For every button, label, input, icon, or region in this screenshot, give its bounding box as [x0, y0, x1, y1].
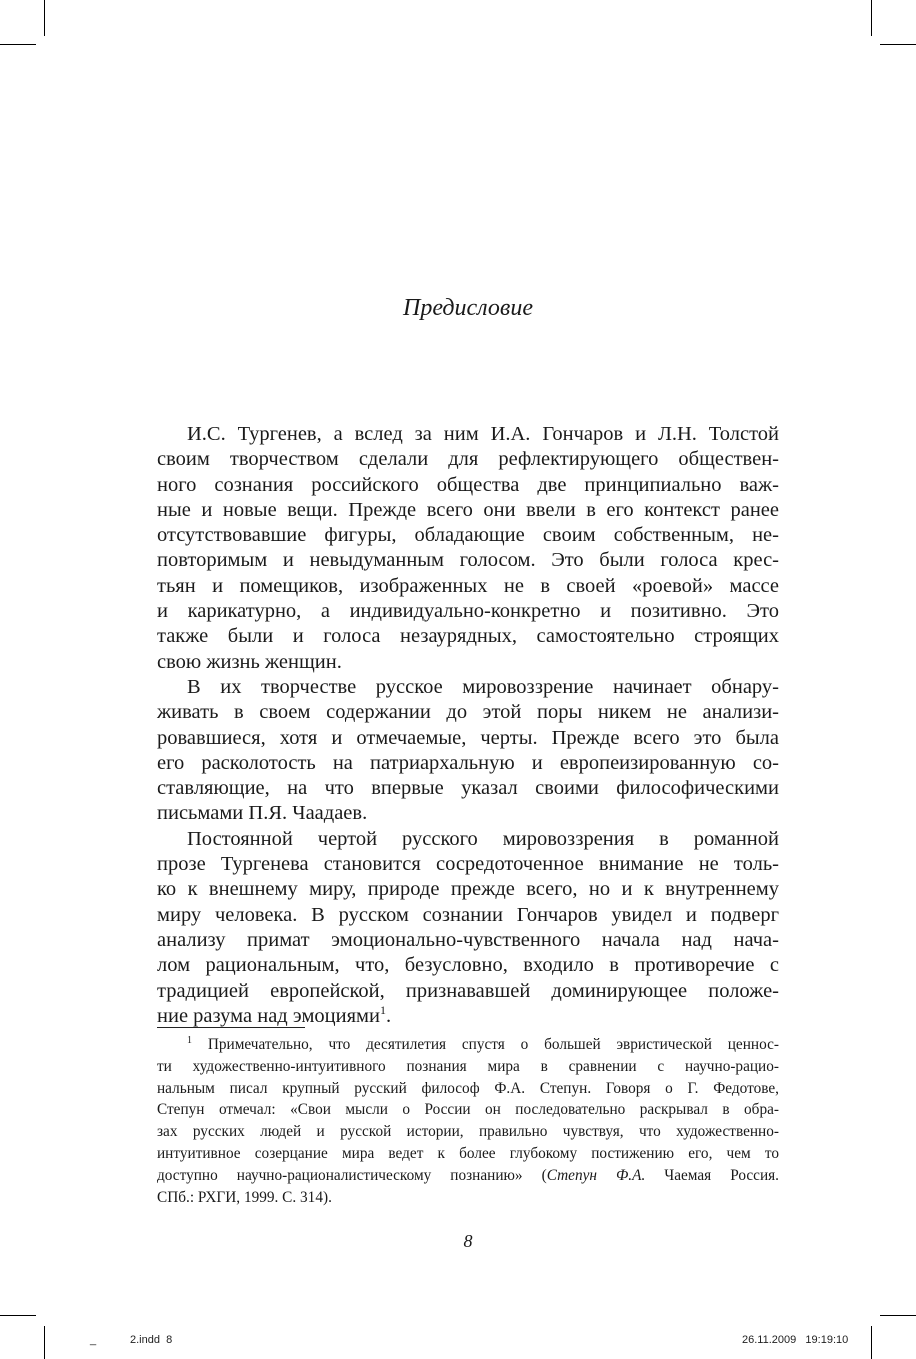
footnote-line-text: доступно научно-рационалистическому познанию» (: [157, 1166, 547, 1184]
text-line: лом рациональным, что, безусловно, входило в противоречие с: [157, 954, 779, 977]
text-line: живать в своем содержании до этой поры никем не анализи-: [157, 701, 779, 724]
footnote-reference[interactable]: 1: [380, 1002, 386, 1017]
crop-mark: [880, 44, 916, 45]
footnote-line: Степун отмечал: «Свои мысли о России он последовательно раскрывал в обра-: [157, 1101, 779, 1119]
crop-mark: [0, 44, 36, 45]
citation-author: Степун Ф.А.: [546, 1166, 646, 1184]
text-line: [157, 1004, 779, 1029]
text-line: анализу примат эмоционально-чувственного начала над нача-: [157, 928, 779, 951]
text-line: ровавшиеся, хотя и отмечаемые, черты. Прежде всего это была: [157, 726, 779, 749]
footnote-divider: [157, 1027, 305, 1028]
text-line: миру человека. В русском сознании Гончаров увидел и подверг: [157, 903, 779, 926]
text-line: ные и новые вещи. Прежде всего они ввели в его контекст ранее: [157, 498, 779, 521]
text-line-content: ние разума над эмоциями: [157, 1004, 380, 1027]
footnote-line: [157, 1034, 779, 1056]
slug-filename: 2.indd: [130, 1334, 160, 1346]
text-line: И.С. Тургенев, а вслед за ним И.А. Гончаров и Л.Н. Толстой: [187, 423, 779, 445]
text-line: своим творчеством сделали для рефлектирующего обществен-: [157, 448, 779, 471]
crop-mark: [44, 1326, 45, 1359]
slug-page: 8: [166, 1334, 173, 1346]
text-line: ко к внешнему миру, природе прежде всего, но и к внутреннему: [157, 878, 779, 901]
footnote-line: [157, 1165, 779, 1187]
body-text: [157, 422, 779, 1029]
crop-mark: [871, 1326, 872, 1359]
text-line: отсутствовавшие фигуры, обладающие своим собственным, не-: [157, 524, 779, 547]
slug-file: [130, 1333, 172, 1347]
crop-mark: [880, 1315, 916, 1316]
text-line: ного сознания российского общества две принципиально важ-: [157, 473, 779, 496]
footnote-line: нальным писал крупный русский философ Ф.А. Степун. Говоря о Г. Федотове,: [157, 1079, 779, 1097]
footnote-line: зах русских людей и русской истории, правильно чувствуя, что художественно-: [157, 1123, 779, 1141]
footnote-line-text: Примечательно, что десятилетия спустя о большей эвристической ценнос-: [207, 1036, 779, 1053]
line-end-punctuation: .: [386, 1004, 392, 1027]
text-line: и карикатурно, а индивидуально-конкретно и позитивно. Это: [157, 600, 779, 623]
text-line: его расколотость на патриархальную и европеизированную со-: [157, 751, 779, 774]
crop-mark: [44, 0, 45, 36]
text-line: письмами П.Я. Чаадаев.: [157, 802, 368, 825]
crop-mark: [0, 1315, 36, 1316]
footnote-line: ти художественно-интуитивного познания мира в сравнении с научно-рацио-: [157, 1057, 779, 1075]
text-line: Постоянной чертой русского мировоззрения в романной: [187, 827, 779, 850]
footnote-marker: 1: [187, 1035, 192, 1046]
slug-mark: _: [90, 1334, 97, 1346]
text-line: тьян и помещиков, изображенных не в своей «роевой» массе: [157, 574, 779, 597]
crop-mark: [871, 0, 872, 36]
footnote: [157, 1034, 779, 1208]
slug-time: 19:19:10: [805, 1334, 849, 1346]
footnote-line: СПб.: РХГИ, 1999. С. 314).: [157, 1188, 332, 1206]
chapter-title: Предисловие: [402, 295, 533, 321]
slug-date: 26.11.2009: [742, 1334, 797, 1346]
text-line: ставляющие, на что впервые указал своими философическими: [157, 777, 779, 800]
text-line: свою жизнь женщин.: [157, 650, 342, 673]
text-line: повторимым и невыдуманным голосом. Это были голоса крес-: [157, 549, 779, 572]
footnote-line: интуитивное созерцание мира ведет к более глубокому постижению его, чем то: [157, 1144, 779, 1162]
slug-timestamp: [742, 1333, 848, 1347]
text-line: традицией европейской, признававшей доминирующее положе-: [157, 979, 779, 1002]
footnote-line-text: Чаемая Россия.: [645, 1166, 779, 1184]
text-line: прозе Тургенева становится сосредоточенное внимание не толь-: [157, 853, 779, 876]
page-number: 8: [463, 1231, 473, 1251]
text-line: также были и голоса незаурядных, самостоятельно строящих: [157, 625, 779, 648]
text-line: В их творчестве русское мировоззрение начинает обнару-: [187, 675, 779, 698]
